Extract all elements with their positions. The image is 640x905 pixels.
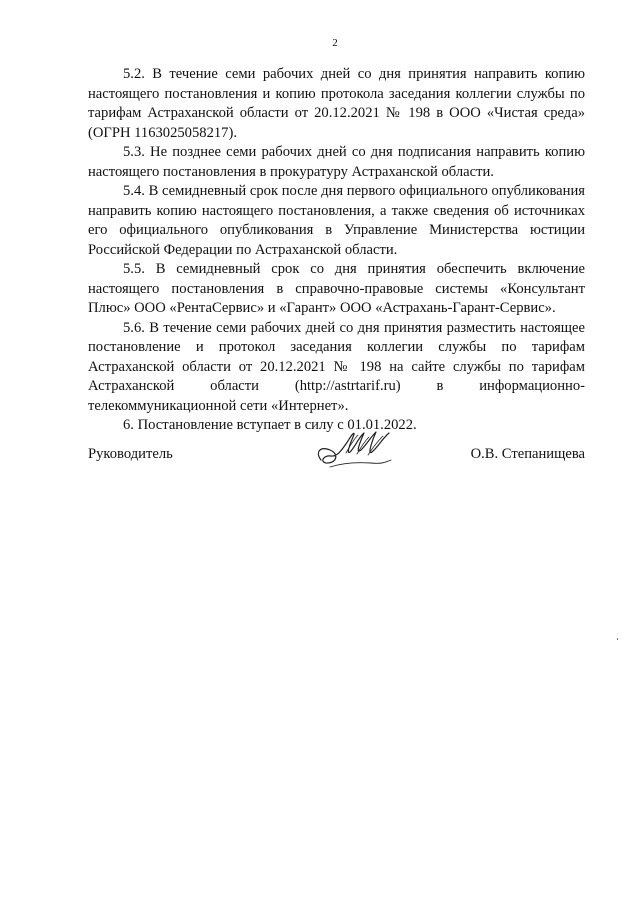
signer-name: О.В. Степанищева bbox=[470, 446, 585, 462]
paragraph-5-6: 5.6. В течение семи рабочих дней со дня принятия разместить настоящее постановление и протокол заседания коллегии службы по тарифам Астраханской области от 20.12.2021 № 198 на сайте службы по тарифам Астраханской области (http://astrtarif.ru) в информационно-телекоммуникационной сети «Интернет». bbox=[88, 319, 585, 414]
page-number: 2 bbox=[332, 37, 338, 49]
document-body bbox=[88, 65, 585, 436]
scan-edge-mark bbox=[617, 638, 618, 640]
paragraph-6: 6. Постановление вступает в силу с 01.01.2022. bbox=[123, 417, 417, 433]
paragraph-5-5: 5.5. В семидневный срок со дня принятия обеспечить включение настоящего постановления в справочно-правовые системы «Консультант Плюс» ООО «РентаСервис» и «Гарант» ООО «Астрахань-Гарант-Сервис». bbox=[88, 261, 585, 316]
paragraph-5-3: 5.3. Не позднее семи рабочих дней со дня подписания направить копию настоящего постановления в прокуратуру Астраханской области. bbox=[88, 144, 585, 180]
signatory-position: Руководитель bbox=[88, 446, 173, 462]
paragraph-5-4: 5.4. В семидневный срок после дня первого официального опубликования направить копию настоящего постановления, а также сведения об источниках его официального опубликования в Управление Министерства юстиции Российской Федерации по Астраханской области. bbox=[88, 183, 585, 258]
signature-block bbox=[88, 438, 585, 488]
handwritten-signature bbox=[313, 424, 395, 474]
paragraph-5-2: 5.2. В течение семи рабочих дней со дня принятия направить копию настоящего постановления и копию протокола заседания коллегии службы по тарифам Астраханской области от 20.12.2021 № 198 в ООО «Чистая среда» (ОГРН 1163025058217). bbox=[88, 66, 585, 141]
